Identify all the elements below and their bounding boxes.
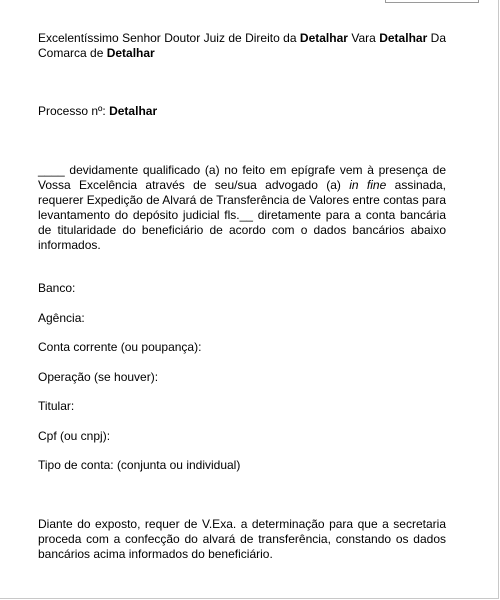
request-text: assinada, requerer Expedição de Alvará de Transferência de Valores entre contas para levantamento do depósito judicial fls.__ diretamente para a conta bancária de titularidade do beneficiário de acordo com o dados bancários abaixo informados. — [38, 178, 447, 252]
field-banco: Banco: — [38, 281, 76, 295]
process-label: Processo nº: — [38, 104, 110, 118]
field-operacao: Operação (se houver): — [38, 370, 159, 384]
addressee-header — [38, 31, 446, 61]
field-tipo-conta: Tipo de conta: (conjunta ou individual) — [38, 458, 241, 472]
process-number — [38, 104, 446, 119]
closing-paragraph: Diante do exposto, requer de V.Exa. a determinação para que a secretaria proceda com a confecção do alvará de transferência, constando os dados bancários acima informados do beneficiário. — [38, 517, 446, 561]
header-text: Vara — [347, 31, 380, 45]
field-titular: Titular: — [38, 399, 75, 413]
request-paragraph — [38, 163, 446, 253]
field-agencia: Agência: — [38, 311, 85, 325]
process-value: Detalhar — [109, 104, 158, 118]
corner-mark — [385, 0, 479, 3]
request-italic-term: in fine — [349, 178, 387, 192]
header-comarca-placeholder: Detalhar — [106, 46, 155, 60]
header-vara-placeholder: Detalhar — [299, 31, 348, 45]
header-text: Excelentíssimo Senhor Doutor Juiz de Direito da — [38, 31, 300, 45]
field-cpf: Cpf (ou cnpj): — [38, 429, 111, 443]
header-text: Da Comarca de — [38, 31, 446, 60]
field-conta-corrente: Conta corrente (ou poupança): — [38, 340, 202, 354]
header-vara-name-placeholder: Detalhar — [379, 31, 428, 45]
request-text: ____ devidamente qualificado (a) no feito em epígrafe vem à presença de Vossa Excelência através de seu/sua advogado (a) — [38, 163, 446, 192]
